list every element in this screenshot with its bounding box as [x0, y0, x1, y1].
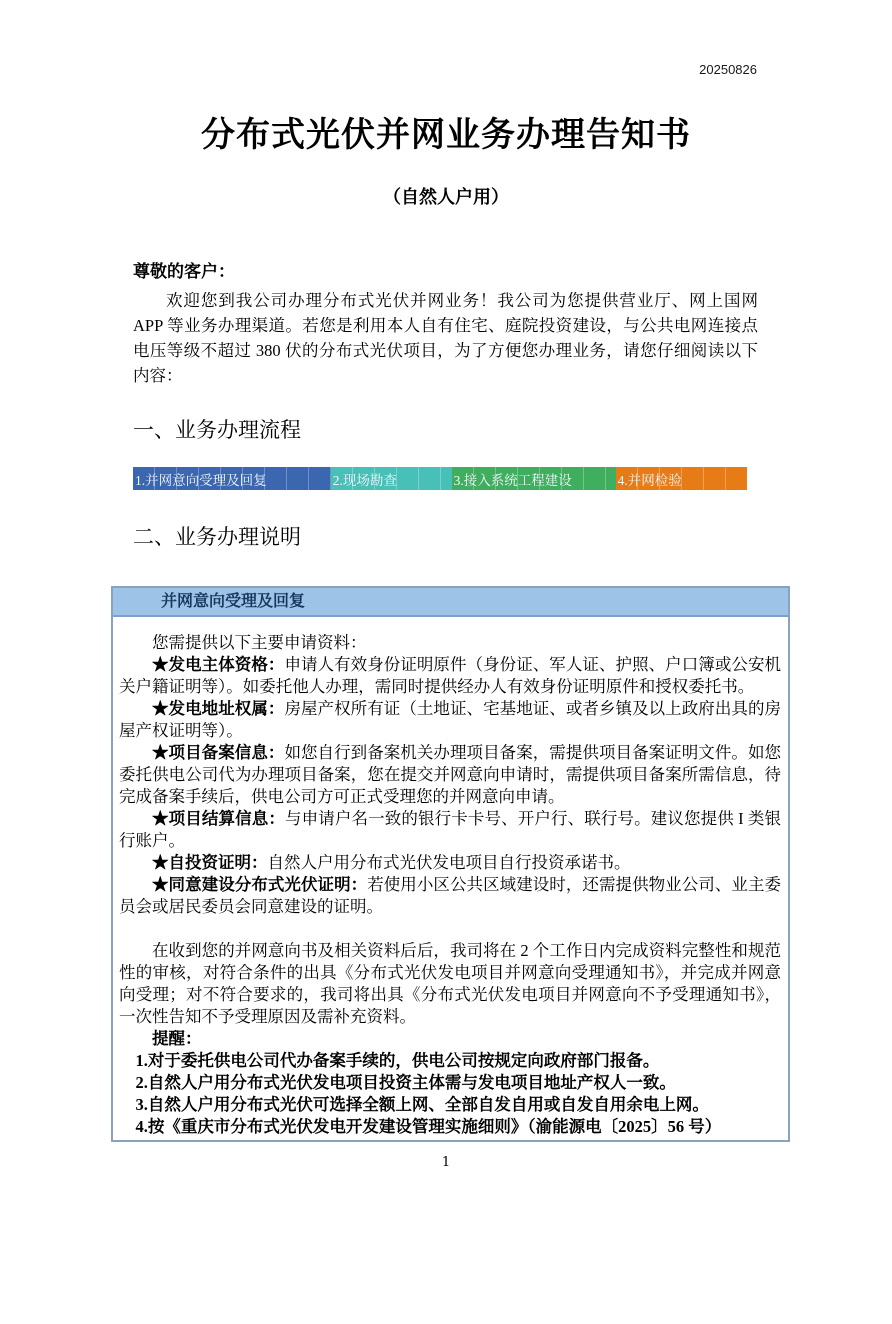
- intent-acceptance-info-box: [111, 586, 790, 1142]
- requirement-item: ★发电地址权属：房屋产权所有证（土地证、宅基地证、或者乡镇及以上政府出具的房屋产权证明等）。: [119, 699, 782, 740]
- flow-step-grid-inspection: 4.并网检验: [616, 467, 747, 490]
- reminder-item: 4.按《重庆市分布式光伏发电开发建设管理实施细则》（渝能源电〔2025〕56 号）: [135, 1117, 722, 1136]
- materials-intro: 您需提供以下主要申请资料：: [152, 633, 367, 652]
- requirement-item: ★项目结算信息：与申请户名一致的银行卡卡号、开户行、联行号。建议您提供 I 类银行账户。: [119, 809, 781, 850]
- requirement-item: ★项目备案信息：如您自行到备案机关办理项目备案，需提供项目备案证明文件。如您委托供电公司代为办理项目备案，您在提交并网意向申请时，需提供项目备案所需信息，待完成备案手续后，供电公司方可正式受理您的并网意向申请。: [119, 743, 782, 806]
- process-flow-bar: [133, 467, 747, 490]
- requirement-item: ★自投资证明：自然人户用分布式光伏发电项目自行投资承诺书。: [152, 853, 631, 872]
- section-heading-process: 一、业务办理流程: [133, 418, 301, 442]
- flow-step-system-construction: 3.接入系统工程建设: [452, 467, 616, 490]
- requirement-item: ★发电主体资格：申请人有效身份证明原件（身份证、军人证、护照、户口簿或公安机关户籍证明等）。如委托他人办理，需同时提供经办人有效身份证明原件和授权委托书。: [119, 655, 782, 696]
- section-heading-instructions: 二、业务办理说明: [133, 525, 301, 549]
- page-number: 1: [441, 1155, 451, 1170]
- flow-step-site-survey: 2.现场勘查: [331, 467, 452, 490]
- intro-paragraph: 欢迎您到我公司办理分布式光伏并网业务！我公司为您提供营业厅、网上国网 APP 等业务办理渠道。若您是利用本人自有住宅、庭院投资建设，与公共电网连接点电压等级不超过 380 伏的分布式光伏项目，为了方便您办理业务，请您仔细阅读以下内容：: [133, 291, 758, 385]
- info-box-body: [113, 617, 788, 1140]
- flow-step-intent-acceptance: 1.并网意向受理及回复: [133, 467, 331, 490]
- page-subtitle: （自然人户用）: [383, 187, 509, 207]
- spacer: [119, 918, 781, 940]
- page-title: 分布式光伏并网业务办理告知书: [201, 116, 691, 154]
- reminder-item: 2.自然人户用分布式光伏发电项目投资主体需与发电项目地址产权人一致。: [135, 1073, 676, 1092]
- info-box-header: 并网意向受理及回复: [113, 588, 788, 617]
- greeting-line: 尊敬的客户：: [133, 262, 235, 281]
- reminder-item: 1.对于委托供电公司代办备案手续的，供电公司按规定向政府部门报备。: [135, 1051, 660, 1070]
- reminder-title: 提醒：: [152, 1029, 202, 1048]
- document-date-number: 20250826: [699, 62, 757, 77]
- reminder-item: 3.自然人户用分布式光伏可选择全额上网、全部自发自用或自发自用余电上网。: [135, 1095, 709, 1114]
- document-page: [0, 62, 892, 1324]
- process-paragraph: 在收到您的并网意向书及相关资料后后，我司将在 2 个工作日内完成资料完整性和规范性的审核，对符合条件的出具《分布式光伏发电项目并网意向受理通知书》，并完成并网意向受理；对不符合要求的，我司将出具《分布式光伏发电项目并网意向不予受理通知书》，一次性告知不予受理原因及需补充资料。: [119, 941, 781, 1026]
- requirement-item: ★同意建设分布式光伏证明：若使用小区公共区域建设时，还需提供物业公司、业主委员会或居民委员会同意建设的证明。: [119, 875, 782, 916]
